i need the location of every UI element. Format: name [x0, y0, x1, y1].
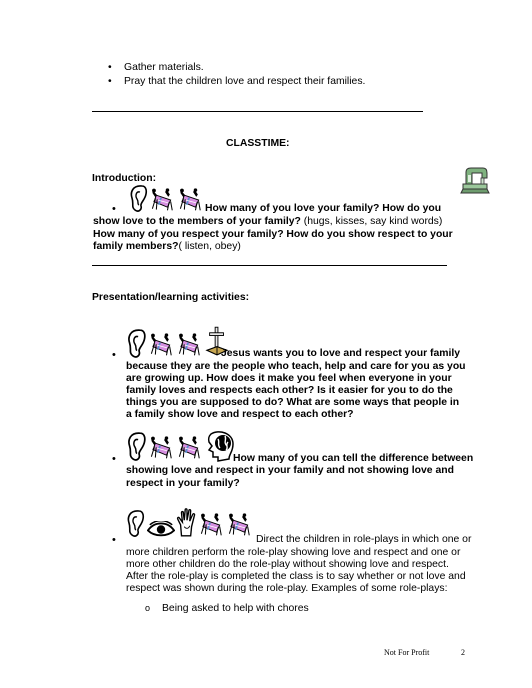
activity-text-line: more children perform the role-play showing love and respect and one or [126, 547, 461, 558]
sub-list-item: Being asked to help with chores [162, 603, 309, 614]
list-item: • Pray that the children love and respect their families. [108, 75, 365, 89]
bullet: • [112, 203, 116, 215]
activity-text-line: respect was shown during the role-play. Examples of some role-plays: [126, 583, 448, 594]
divider [92, 265, 447, 266]
intro-question-text: show love to the members of your family? [93, 216, 301, 227]
icon-group-activity-1 [124, 325, 229, 359]
activity-text-line: things you are supposed to do? What are some ways that people in [126, 397, 460, 408]
list-item: • Gather materials. [108, 61, 365, 75]
hand-icon [176, 508, 198, 538]
kids-carrying-gift-icon [227, 512, 254, 538]
icon-group-activity-2 [124, 430, 235, 462]
activity-text-line: Jesus wants you to love and respect your family [221, 348, 461, 359]
kids-carrying-gift-icon [199, 512, 226, 538]
activity-text-line: Direct the children in role-plays in which one or [256, 534, 472, 545]
ear-icon [124, 327, 148, 359]
intro-question-line: How many of you love your family? How do you [205, 203, 442, 214]
activity-text-line: family loves and respects each other? Is it easier for you to do the [126, 385, 453, 396]
intro-answer-text: (hugs, kisses, say kind words) [300, 216, 443, 227]
bullet: • [112, 534, 116, 546]
ear-icon [127, 183, 149, 213]
intro-question-line: How many of you respect your family? How do you show respect to your [93, 229, 453, 240]
classtime-title: CLASSTIME: [226, 138, 290, 149]
activity-text-line: a family show love and respect to each other? [126, 409, 354, 420]
footer-text: Not For Profit [384, 648, 430, 657]
activity-text-line: more other children do the role-play without showing love and respect. [126, 559, 449, 570]
icon-group-activity-3 [124, 508, 254, 538]
intro-answer-text: ( listen, obey) [178, 241, 241, 252]
page-number: 2 [461, 648, 465, 657]
kids-carrying-gift-icon [150, 187, 177, 213]
activity-text-line: because they are the people who teach, help and care for you as you [126, 361, 466, 372]
introduction-heading: Introduction: [92, 173, 157, 184]
activity-text-line: After the role-play is completed the class is to say whether or not love and [126, 571, 466, 582]
intro-question-line [93, 216, 442, 229]
presentation-heading: Presentation/learning activities: [92, 292, 250, 303]
sub-bullet-marker: o [145, 603, 151, 613]
globe-head-icon [205, 430, 235, 462]
divider [92, 111, 423, 112]
kids-carrying-gift-icon [149, 331, 176, 359]
ear-icon [124, 430, 148, 462]
intro-question-text: family members? [93, 241, 179, 252]
bullet: • [112, 453, 116, 465]
kids-carrying-gift-icon [149, 434, 176, 462]
icon-group-introduction [127, 183, 205, 213]
intro-question-line [93, 241, 241, 254]
activity-text-line: How many of you can tell the difference between [233, 453, 474, 464]
ear-icon [124, 508, 146, 538]
activity-text-line: showing love and respect in your family and not showing love and [126, 465, 454, 476]
sewing-machine-icon [460, 166, 490, 194]
kids-carrying-gift-icon [177, 331, 204, 359]
bullet: • [112, 349, 116, 361]
kids-carrying-gift-icon [177, 434, 204, 462]
preparation-list [108, 61, 365, 89]
eye-icon [147, 521, 175, 538]
kids-carrying-gift-icon [178, 187, 205, 213]
activity-text-line: are growing up. How does it make you feel when everyone in your [126, 373, 452, 384]
activity-text-line: respect in your family? [126, 478, 240, 489]
